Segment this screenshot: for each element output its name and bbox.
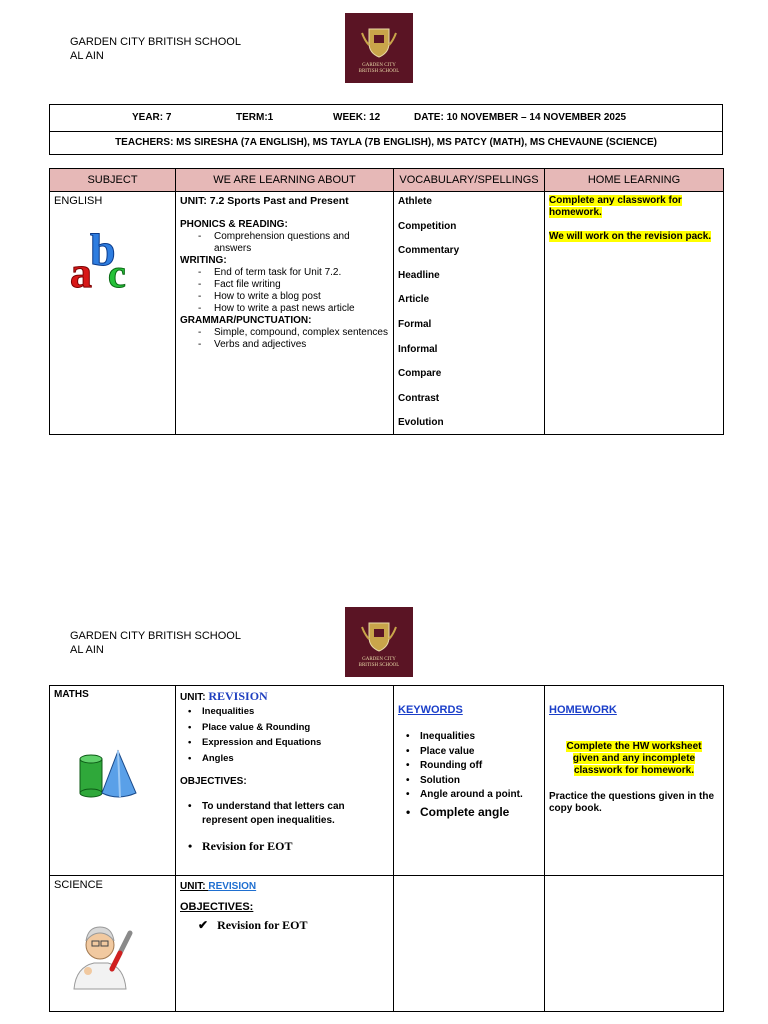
maths-unit-label: UNIT:: [180, 692, 209, 703]
english-unit: UNIT: 7.2 Sports Past and Present: [180, 195, 349, 207]
phonics-heading: PHONICS & READING:: [180, 219, 288, 230]
science-unit-value: REVISION: [208, 881, 257, 892]
english-table: [49, 168, 724, 435]
header-learning: WE ARE LEARNING ABOUT: [176, 169, 394, 192]
school-name: GARDEN CITY BRITISH SCHOOL: [70, 36, 241, 48]
year-label: YEAR: 7: [132, 112, 172, 123]
term-label: TERM:1: [236, 112, 274, 123]
science-objectives-heading: OBJECTIVES:: [180, 901, 254, 913]
header-home-learning: HOME LEARNING: [545, 169, 724, 192]
svg-text:c: c: [108, 251, 126, 293]
vocab-word: Headline: [398, 269, 440, 281]
writing-heading: WRITING:: [180, 255, 227, 266]
writing-item: - Fact file writing: [180, 279, 389, 291]
science-unit-label: UNIT:: [180, 881, 209, 892]
homework-highlight: Complete the HW worksheet given and any incomplete classwork for homework.: [566, 741, 702, 776]
svg-text:a: a: [70, 248, 92, 293]
vocab-word: Informal: [398, 343, 438, 355]
vocab-word: Contrast: [398, 392, 440, 404]
school-location: AL AIN: [70, 50, 104, 62]
school-crest-icon: GARDEN CITY BRITISH SCHOOL: [345, 607, 413, 677]
vocab-word: Competition: [398, 220, 457, 232]
vocab-word: Commentary: [398, 245, 460, 257]
keyword: • Complete angle: [398, 805, 540, 820]
english-row: [50, 192, 724, 435]
science-homework-cell: [545, 876, 724, 1012]
grammar-item: - Verbs and adjectives: [180, 339, 389, 351]
scientist-icon: [68, 919, 171, 995]
svg-text:b: b: [90, 224, 116, 275]
maths-topic: • Place value & Rounding: [180, 720, 389, 736]
homework-heading: HOMEWORK: [549, 704, 617, 716]
subject-science: SCIENCE: [54, 879, 103, 891]
homework-note: Practice the questions given in the copy book.: [549, 791, 715, 814]
keyword: • Inequalities: [398, 730, 540, 745]
maths-topic: • Inequalities: [180, 704, 389, 720]
grammar-heading: GRAMMAR/PUNCTUATION:: [180, 315, 312, 326]
week-label: WEEK: 12: [333, 112, 381, 123]
home-learning-classwork: Complete any classwork for homework.: [549, 195, 682, 218]
maths-unit-value: REVISION: [208, 689, 268, 703]
keyword: • Place value: [398, 745, 540, 760]
maths-objective: • To understand that letters can represent open inequalities.: [180, 800, 389, 828]
vocab-word: Evolution: [398, 417, 444, 429]
date-label: DATE: 10 NOVEMBER – 14 NOVEMBER 2025: [414, 112, 627, 123]
science-keywords-cell: [394, 876, 545, 1012]
keyword: • Rounding off: [398, 759, 540, 774]
subject-maths: MATHS: [54, 689, 89, 700]
maths-topic: • Angles: [180, 751, 389, 767]
school-name: GARDEN CITY BRITISH SCHOOL: [70, 630, 241, 642]
writing-item: - How to write a past news article: [180, 303, 389, 315]
school-location: AL AIN: [70, 644, 104, 656]
maths-revision-item: • Revision for EOT: [180, 840, 389, 852]
vocab-word: Compare: [398, 368, 442, 380]
week-info-table: [49, 104, 723, 155]
grammar-item: - Simple, compound, complex sentences: [180, 327, 389, 339]
keyword: • Angle around a point.: [398, 788, 540, 803]
school-crest-icon: GARDEN CITY BRITISH SCHOOL: [345, 13, 413, 83]
vocab-word: Formal: [398, 318, 432, 330]
maths-row: [50, 686, 724, 876]
science-check-item: Revision for EOT: [217, 918, 308, 932]
writing-item: - End of term task for Unit 7.2.: [180, 267, 389, 279]
keyword: • Solution: [398, 774, 540, 789]
header-vocabulary: VOCABULARY/SPELLINGS: [394, 169, 545, 192]
maths-objectives-heading: OBJECTIVES:: [180, 776, 247, 787]
teachers-label: TEACHERS: MS SIRESHA (7A ENGLISH), MS TAYLA (7B ENGLISH), MS PATCY (MATH), MS CHEVAUNE (SCIENCE): [50, 132, 723, 155]
checkmark-icon: ✔: [198, 918, 209, 932]
maths-topic: • Expression and Equations: [180, 735, 389, 751]
maths-science-table: [49, 685, 724, 1012]
keywords-heading: KEYWORDS: [398, 704, 463, 716]
school-header-2: [70, 629, 241, 657]
vocab-word: Athlete: [398, 196, 432, 207]
abc-blocks-icon: [68, 221, 171, 297]
writing-item: - How to write a blog post: [180, 291, 389, 303]
science-row: [50, 876, 724, 1012]
phonics-item: - Comprehension questions and answers: [180, 231, 389, 255]
geometry-shapes-icon: [76, 749, 171, 803]
home-learning-revision: We will work on the revision pack.: [549, 231, 712, 242]
header-subject: SUBJECT: [50, 169, 176, 192]
subject-english: ENGLISH: [54, 195, 103, 207]
vocab-word: Article: [398, 294, 430, 306]
school-header-1: [70, 35, 241, 63]
